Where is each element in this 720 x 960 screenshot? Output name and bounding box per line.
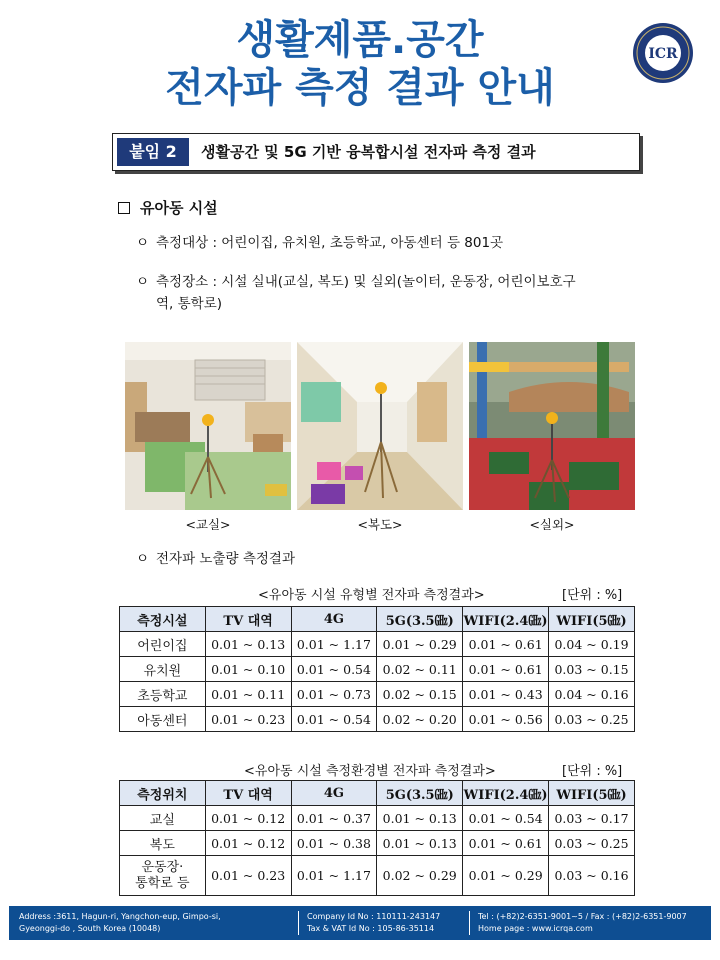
table-cell: 어린이집: [120, 632, 206, 657]
outdoor-photo: [469, 342, 635, 510]
table-cell: 0.04 ~ 0.19: [549, 632, 635, 657]
table-cell: 0.01 ~ 0.23: [205, 707, 291, 732]
table-cell: 0.01 ~ 0.61: [463, 632, 549, 657]
checkbox-square-icon: [118, 202, 130, 214]
photo-caption-classroom: <교실>: [185, 517, 231, 532]
bullet-place-text-2: 역, 통학로): [156, 296, 223, 312]
table1-caption: <유아동 시설 유형별 전자파 측정결과>: [258, 588, 485, 603]
table-cell: 0.01 ~ 0.29: [463, 856, 549, 896]
footer-address: [19, 911, 289, 935]
table-cell: 0.01 ~ 0.61: [463, 657, 549, 682]
table-cell: 0.01 ~ 0.56: [463, 707, 549, 732]
table-cell: 운동장· 통학로 등: [120, 856, 206, 896]
table-cell: 0.01 ~ 0.54: [291, 707, 377, 732]
table-cell: 0.01 ~ 0.13: [205, 632, 291, 657]
footer-address-line-1: Address :3611, Hagun-ri, Yangchon-eup, Gimpo-si,: [19, 912, 221, 921]
table-cell: 0.01 ~ 0.29: [377, 632, 463, 657]
column-header: 5G(3.5㎓): [377, 781, 463, 806]
table-cell: 0.01 ~ 0.38: [291, 831, 377, 856]
table-header-row: [120, 607, 635, 632]
table-cell: 복도: [120, 831, 206, 856]
section-heading: [118, 197, 218, 218]
table-cell: 0.02 ~ 0.20: [377, 707, 463, 732]
table-cell: 0.03 ~ 0.15: [549, 657, 635, 682]
photo-caption-outdoor: <실외>: [529, 517, 575, 532]
section-heading-text: 유아동 시설: [140, 199, 218, 217]
table-row: [120, 657, 635, 682]
bullet-target: [136, 232, 503, 254]
footer-contact: [469, 911, 709, 935]
photo-caption-corridor: <복도>: [357, 517, 403, 532]
table-cell: 0.01 ~ 0.54: [291, 657, 377, 682]
column-header: WIFI(5㎓): [549, 607, 635, 632]
table-cell: 0.01 ~ 0.54: [463, 806, 549, 831]
table-row: [120, 831, 635, 856]
table-cell: 0.01 ~ 1.17: [291, 856, 377, 896]
footer-vat-id: Tax & VAT Id No : 105-86-35114: [307, 924, 435, 933]
footer-bar: [9, 906, 711, 940]
table-cell: 0.02 ~ 0.29: [377, 856, 463, 896]
attachment-tag: 붙임 2: [117, 138, 189, 166]
table-cell: 0.03 ~ 0.17: [549, 806, 635, 831]
bullet-mark: ㅇ: [136, 274, 150, 290]
column-header: 4G: [291, 607, 377, 632]
classroom-photo: [125, 342, 291, 510]
column-header: TV 대역: [205, 781, 291, 806]
facility-type-table: [119, 606, 635, 732]
table-row: [120, 682, 635, 707]
footer-address-line-2: Gyeonggi-do , South Korea (10048): [19, 924, 161, 933]
column-header: 5G(3.5㎓): [377, 607, 463, 632]
table-cell: 유치원: [120, 657, 206, 682]
table-cell: 0.01 ~ 0.13: [377, 806, 463, 831]
column-header: WIFI(2.4㎓): [463, 607, 549, 632]
table1-unit: [단위 : %]: [562, 588, 623, 603]
column-header: TV 대역: [205, 607, 291, 632]
bullet-place-text-1: 측정장소 : 시설 실내(교실, 복도) 및 실외(놀이터, 운동장, 어린이보호구: [156, 274, 576, 290]
table-row: [120, 806, 635, 831]
column-header: 측정시설: [120, 607, 206, 632]
table-cell: 0.01 ~ 0.12: [205, 806, 291, 831]
table-row: [120, 707, 635, 732]
table-cell: 0.01 ~ 0.43: [463, 682, 549, 707]
table-cell: 0.01 ~ 0.13: [377, 831, 463, 856]
table-cell: 0.01 ~ 0.11: [205, 682, 291, 707]
column-header: 측정위치: [120, 781, 206, 806]
column-header: WIFI(2.4㎓): [463, 781, 549, 806]
measurement-location-table: [119, 780, 635, 896]
bullet-mark: ㅇ: [136, 235, 150, 251]
table-cell: 0.02 ~ 0.11: [377, 657, 463, 682]
bullet-mark: ㅇ: [136, 551, 150, 567]
attachment-banner: [112, 133, 640, 171]
table-cell: 0.01 ~ 0.12: [205, 831, 291, 856]
table-cell: 0.01 ~ 1.17: [291, 632, 377, 657]
bullet-target-text: 측정대상 : 어린이집, 유치원, 초등학교, 아동센터 등 801곳: [156, 235, 504, 251]
table-cell: 0.01 ~ 0.73: [291, 682, 377, 707]
table-cell: 0.03 ~ 0.25: [549, 707, 635, 732]
logo-text: ICR: [648, 46, 678, 62]
table-cell: 0.01 ~ 0.37: [291, 806, 377, 831]
table-cell: 0.03 ~ 0.16: [549, 856, 635, 896]
bullet-result-text: 전자파 노출량 측정결과: [156, 551, 295, 567]
column-header: WIFI(5㎓): [549, 781, 635, 806]
table2-unit: [단위 : %]: [562, 764, 623, 779]
footer-tel-fax: Tel : (+82)2-6351-9001~5 / Fax : (+82)2-6351-9007: [478, 912, 687, 921]
bullet-result: [136, 548, 295, 570]
column-header: 4G: [291, 781, 377, 806]
table-cell: 0.01 ~ 0.61: [463, 831, 549, 856]
table-cell: 초등학교: [120, 682, 206, 707]
page-title-line-1: 생활제품.공간: [236, 17, 484, 63]
table-cell: 교실: [120, 806, 206, 831]
corridor-photo: [297, 342, 463, 510]
table-cell: 아동센터: [120, 707, 206, 732]
footer-homepage[interactable]: Home page : www.icrqa.com: [478, 924, 593, 933]
footer-company-id: Company Id No : 110111-243147: [307, 912, 441, 921]
attachment-title: 생활공간 및 5G 기반 융복합시설 전자파 측정 결과: [201, 143, 536, 161]
table-row: [120, 632, 635, 657]
table-row: [120, 856, 635, 896]
table-cell: 0.01 ~ 0.23: [205, 856, 291, 896]
table-cell: 0.01 ~ 0.10: [205, 657, 291, 682]
bullet-place: [136, 271, 646, 315]
table-cell: 0.04 ~ 0.16: [549, 682, 635, 707]
page-title-line-2: 전자파 측정 결과 안내: [165, 65, 555, 111]
table-cell: 0.03 ~ 0.25: [549, 831, 635, 856]
table-header-row: [120, 781, 635, 806]
icr-logo: [632, 22, 694, 84]
footer-company-ids: [298, 911, 458, 935]
table2-caption: <유아동 시설 측정환경별 전자파 측정결과>: [244, 764, 496, 779]
table-cell: 0.02 ~ 0.15: [377, 682, 463, 707]
